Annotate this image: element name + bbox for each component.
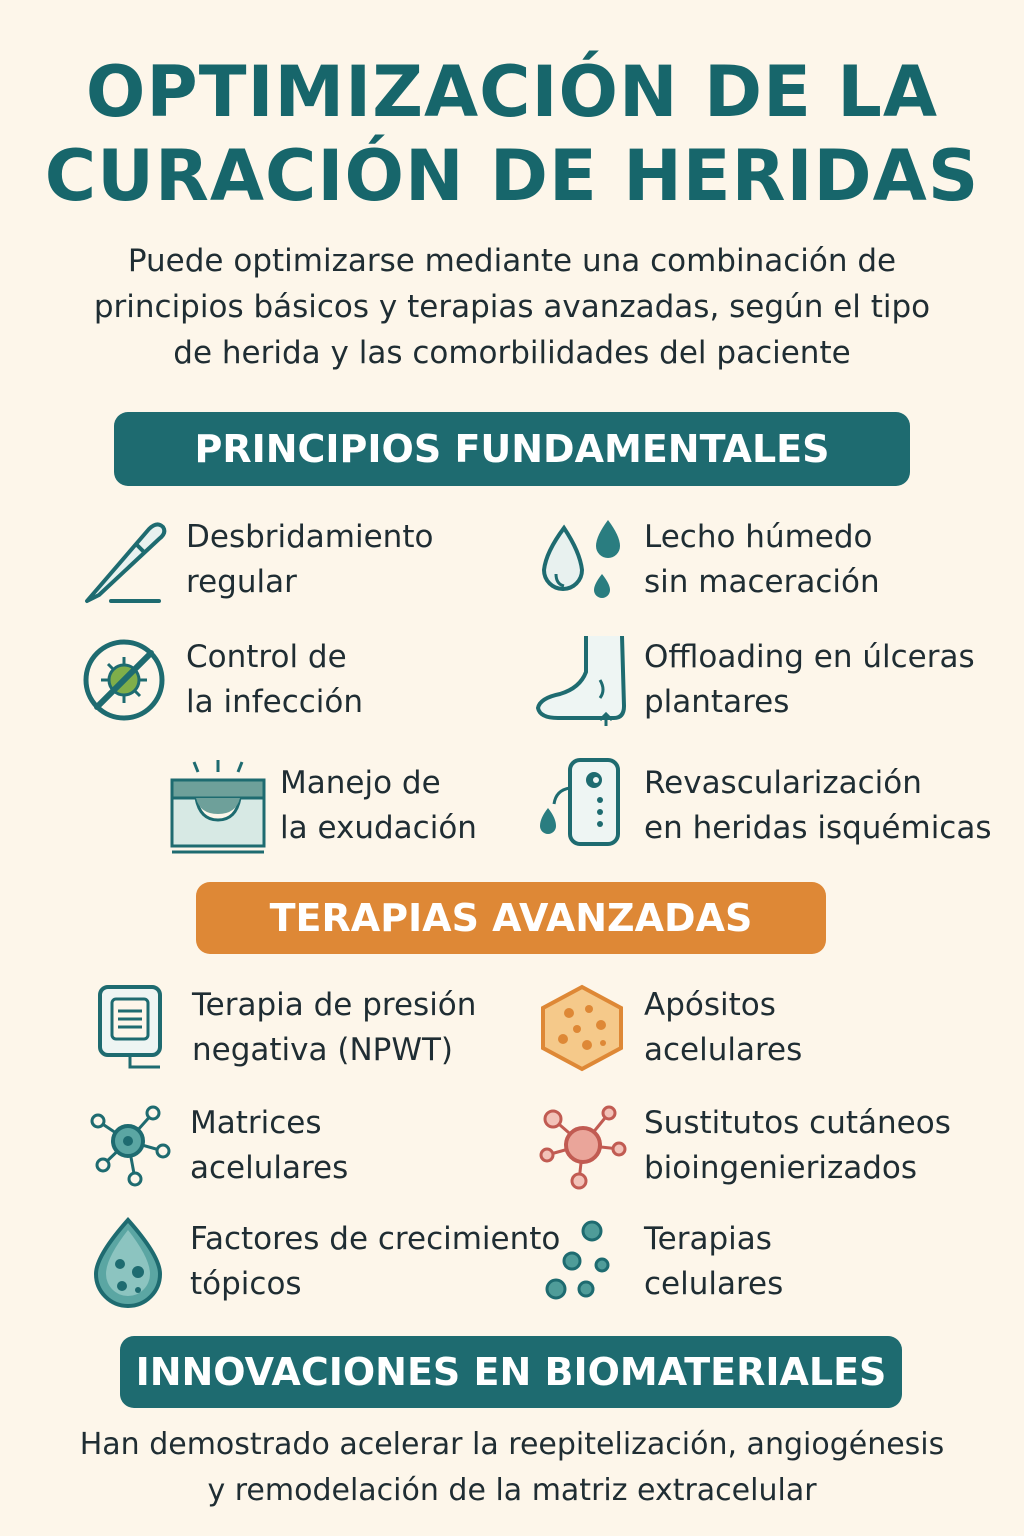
label-line-1: Apósitos — [644, 987, 776, 1023]
label-line-1: Terapias — [644, 1221, 772, 1257]
label-line-2: acelulares — [190, 1150, 349, 1186]
principles-heading-text: PRINCIPIOS FUNDAMENTALES — [194, 427, 830, 471]
scalpel-icon — [76, 512, 172, 608]
label-line-2: sin maceración — [644, 564, 880, 600]
therapy-npwt — [82, 980, 476, 1076]
label-line-1: Offloading en úlceras — [644, 639, 975, 675]
innovations-heading-text: INNOVACIONES EN BIOMATERIALES — [135, 1350, 887, 1394]
principle-infection-label — [186, 635, 363, 725]
hexagon-dressing-icon — [534, 980, 630, 1076]
molecule-icon — [80, 1098, 176, 1194]
label-line-1: Lecho húmedo — [644, 519, 873, 555]
innovations-line-1: Han demostrado acelerar la reepitelización, angiogénesis — [79, 1427, 945, 1462]
therapy-skin-substitutes — [534, 1098, 951, 1194]
principle-infection-control — [76, 632, 363, 728]
therapies-heading-text: TERAPIAS AVANZADAS — [269, 896, 753, 940]
intro-text — [60, 238, 964, 376]
title-line-2: CURACIÓN DE HERIDAS — [44, 135, 980, 217]
innovations-heading — [120, 1336, 902, 1408]
intro-line-1: Puede optimizarse mediante una combinación de — [127, 243, 897, 279]
label-line-1: Factores de crecimiento — [190, 1221, 561, 1257]
therapy-acellular-matrices — [80, 1098, 348, 1194]
label-line-1: Terapia de presión — [192, 987, 477, 1023]
label-line-1: Control de — [186, 639, 347, 675]
principle-debridement — [76, 512, 433, 608]
therapy-growth-factors-label — [190, 1217, 560, 1307]
innovations-line-2: y remodelación de la matriz extracelular — [207, 1473, 817, 1508]
page-title — [0, 50, 1024, 218]
label-line-2: en heridas isquémicas — [644, 810, 992, 846]
principle-moist-bed-label — [644, 515, 880, 605]
label-line-2: tópicos — [190, 1266, 302, 1302]
molecule-red-icon — [534, 1098, 630, 1194]
therapy-cellular — [534, 1214, 783, 1310]
label-line-2: negativa (NPWT) — [192, 1032, 454, 1068]
label-line-2: celulares — [644, 1266, 784, 1302]
label-line-1: Sustitutos cutáneos — [644, 1105, 951, 1141]
npwt-device-icon — [82, 980, 178, 1076]
doppler-device-icon — [534, 758, 630, 854]
principle-exudate-label — [280, 761, 477, 851]
label-line-2: regular — [186, 564, 297, 600]
label-line-1: Manejo de — [280, 765, 441, 801]
principle-revascularization-label — [644, 761, 992, 851]
therapy-cellular-label — [644, 1217, 783, 1307]
principle-offloading — [534, 632, 975, 728]
principle-moist-bed — [534, 512, 880, 608]
principle-revascularization — [534, 758, 992, 854]
label-line-1: Desbridamiento — [186, 519, 434, 555]
intro-line-3: de herida y las comorbilidades del paciente — [173, 335, 851, 371]
therapy-skin-substitutes-label — [644, 1101, 951, 1191]
cells-icon — [534, 1214, 630, 1310]
therapy-acellular-dressings — [534, 980, 802, 1076]
growth-drop-icon — [80, 1214, 176, 1310]
label-line-2: acelulares — [644, 1032, 803, 1068]
principle-exudate — [170, 758, 477, 854]
intro-line-2: principios básicos y terapias avanzadas, según el tipo — [93, 289, 931, 325]
therapy-npwt-label — [192, 983, 476, 1073]
principle-debridement-label — [186, 515, 433, 605]
exudate-dressing-icon — [170, 758, 266, 854]
label-line-2: la infección — [186, 684, 364, 720]
therapy-growth-factors — [80, 1214, 560, 1310]
label-line-1: Revascularización — [644, 765, 922, 801]
label-line-2: la exudación — [280, 810, 477, 846]
therapy-acellular-dressings-label — [644, 983, 802, 1073]
title-line-1: OPTIMIZACIÓN DE LA — [85, 51, 939, 133]
label-line-2: bioingenierizados — [644, 1150, 918, 1186]
no-bacteria-icon — [76, 632, 172, 728]
therapies-heading — [196, 882, 826, 954]
foot-icon — [534, 632, 630, 728]
innovations-text — [40, 1422, 984, 1514]
label-line-2: plantares — [644, 684, 790, 720]
label-line-1: Matrices — [190, 1105, 322, 1141]
water-drops-icon — [534, 512, 630, 608]
therapy-matrices-label — [190, 1101, 348, 1191]
principle-offloading-label — [644, 635, 975, 725]
principles-heading — [114, 412, 910, 486]
